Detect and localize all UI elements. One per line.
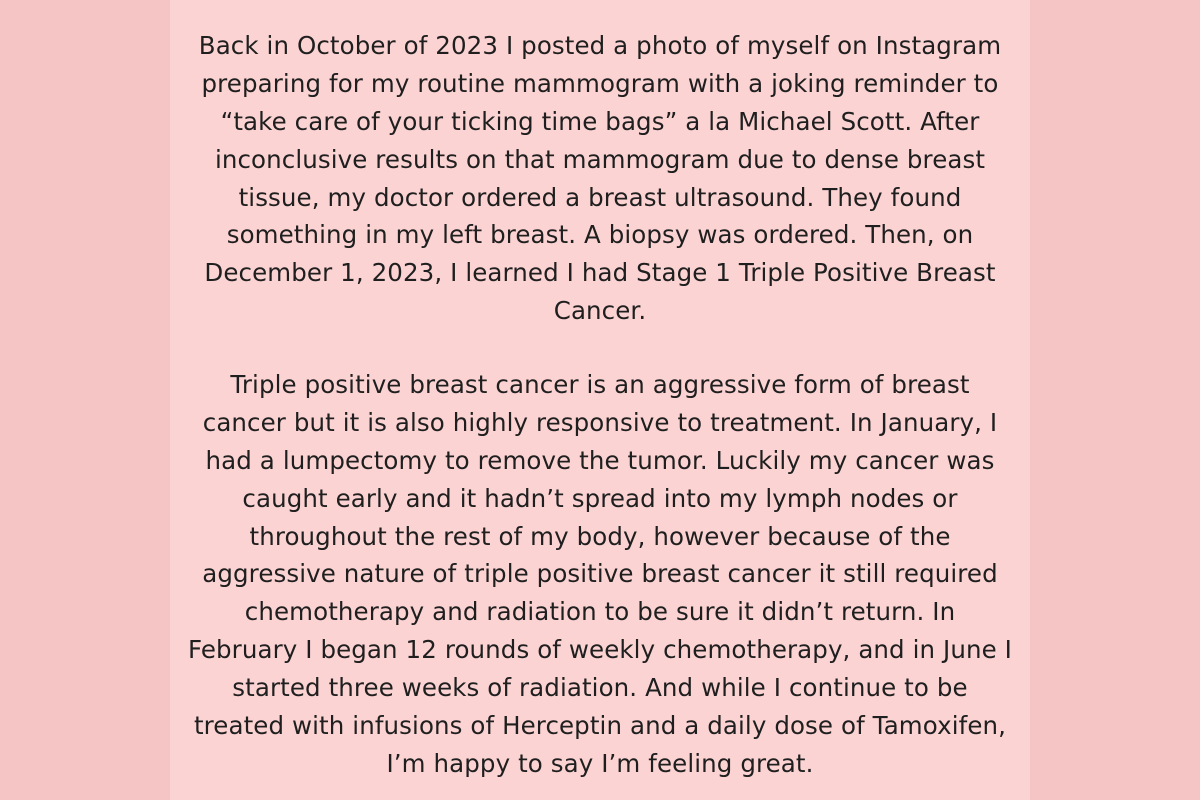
text-line: tissue, my doctor ordered a breast ultrasound. They found [238, 182, 962, 212]
text-line: “take care of your ticking time bags” a la Michael Scott. After [220, 106, 980, 136]
text-line: throughout the rest of my body, however because of the [249, 521, 951, 551]
text-line: December 1, 2023, I learned I had Stage 1 Triple Positive Breast [204, 258, 996, 288]
text-line: Triple positive breast cancer is an aggressive form of breast [230, 370, 970, 399]
text-line: February I began 12 rounds of weekly chemotherapy, and in June I [187, 635, 1012, 665]
left-background-band [0, 0, 170, 800]
text-line: started three weeks of radiation. And while I continue to be [232, 673, 968, 703]
text-line: had a lumpectomy to remove the tumor. Luckily my cancer was [205, 445, 995, 475]
text-card [170, 0, 1030, 800]
text-line: treated with infusions of Herceptin and a daily dose of Tamoxifen, [193, 711, 1007, 741]
text-line: inconclusive results on that mammogram due to dense breast [214, 144, 986, 174]
paragraph-treatment [170, 366, 1030, 783]
text-line: preparing for my routine mammogram with a joking reminder to [201, 68, 999, 98]
text-line: Back in October of 2023 I posted a photo of myself on Instagram [198, 31, 1002, 60]
text-line: cancer but it is also highly responsive to treatment. In January, I [202, 407, 998, 437]
text-line: chemotherapy and radiation to be sure it didn’t return. In [244, 597, 956, 627]
text-line: aggressive nature of triple positive breast cancer it still required [202, 559, 998, 589]
text-line: caught early and it hadn’t spread into my lymph nodes or [242, 483, 958, 513]
text-line: I’m happy to say I’m feeling great. [386, 748, 814, 778]
text-line: something in my left breast. A biopsy was ordered. Then, on [226, 220, 974, 250]
paragraph-diagnosis [170, 27, 1030, 330]
right-background-band [1030, 0, 1200, 800]
text-line: Cancer. [553, 296, 647, 326]
